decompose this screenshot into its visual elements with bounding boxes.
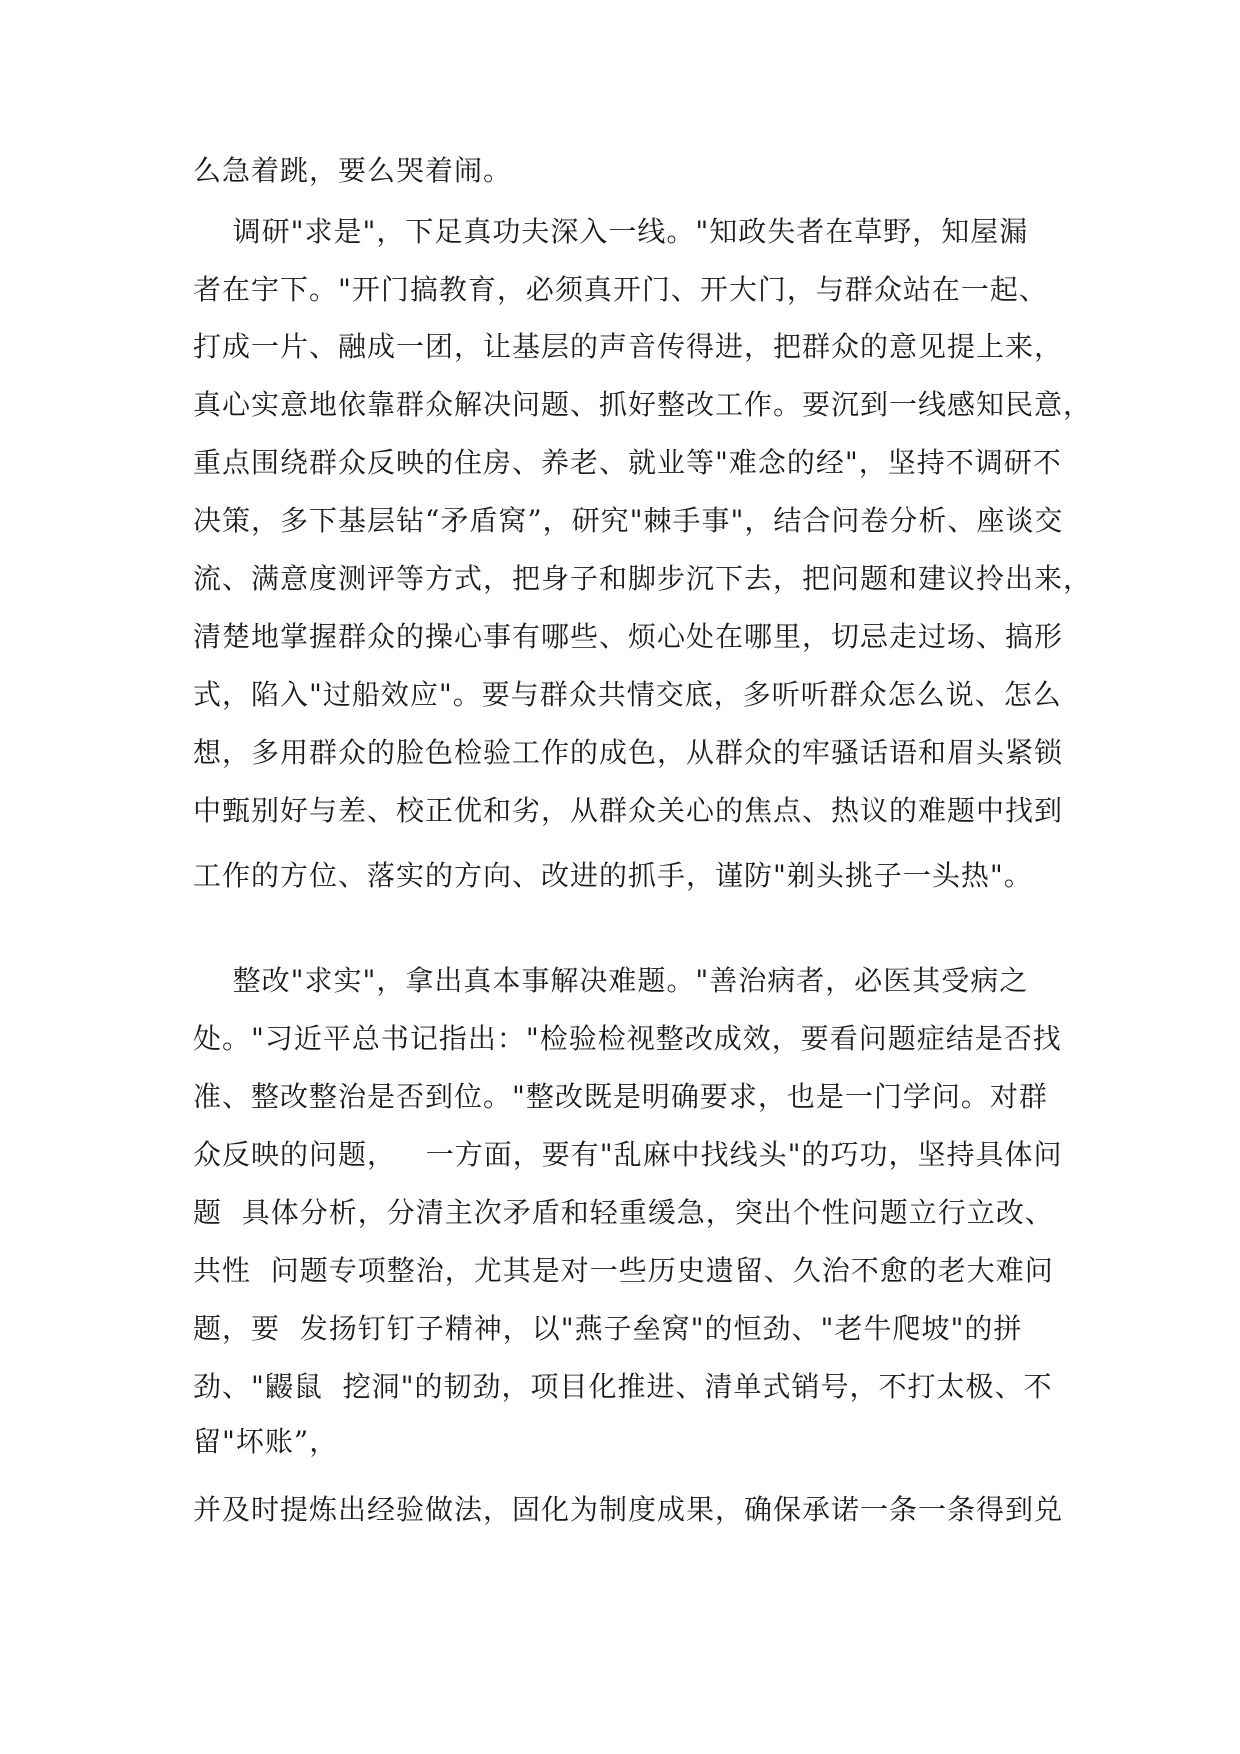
text-line: 决策，多下基层钻“矛盾窝”，研究"棘手事"，结合问卷分析、座谈交 [193,504,1064,537]
text-line: 清楚地掌握群众的操心事有哪些、烦心处在哪里，切忌走过场、搞形 [193,620,1064,653]
text-line: 么急着跳，要么哭着闹。 [193,154,513,187]
text-line: 处。"习近平总书记指出："检验检视整改成效，要看问题症结是否找 [193,1022,1062,1055]
text-line: 共性 问题专项整治，尤其是对一些历史遗留、久治不愈的老大难问 [193,1254,1054,1287]
text-line: 众反映的问题， 一方面，要有"乱麻中找线头"的巧功，坚持具体问 [193,1138,1063,1171]
text-line: 题 具体分析，分清主次矛盾和轻重缓急，突出个性问题立行立改、 [193,1196,1054,1229]
text-line: 并及时提炼出经验做法，固化为制度成果，确保承诺一条一条得到兑 [193,1493,1064,1526]
text-line: 中甄别好与差、校正优和劣，从群众关心的焦点、热议的难题中找到 [193,794,1064,827]
text-line: 留"坏账”， [193,1425,339,1458]
text-line: 工作的方位、落实的方向、改进的抓手，谨防"剃头挑子一头热"。 [193,859,1033,892]
text-line: 式，陷入"过船效应"。要与群众共情交底，多听听群众怎么说、怎么 [193,678,1062,711]
text-line: 真心实意地依靠群众解决问题、抓好整改工作。要沉到一线感知民意， [193,388,1093,421]
text-line: 重点围绕群众反映的住房、养老、就业等"难念的经"，坚持不调研不 [193,446,1062,479]
text-line: 劲、"鼹鼠 挖洞"的韧劲，项目化推进、清单式销号，不打太极、不 [193,1370,1053,1403]
text-line: 调研"求是"，下足真功夫深入一线。"知政失者在草野，知屋漏 [193,215,1029,248]
text-line: 流、满意度测评等方式，把身子和脚步沉下去，把问题和建议拎出来， [193,562,1093,595]
text-line: 打成一片、融成一团，让基层的声音传得进，把群众的意见提上来， [193,330,1064,363]
text-line: 想，多用群众的脸色检验工作的成色，从群众的牢骚话语和眉头紧锁 [193,736,1064,769]
text-line: 者在宇下。"开门搞教育，必须真开门、开大门，与群众站在一起、 [193,273,1048,306]
text-line: 题，要 发扬钉钉子精神，以"燕子垒窝"的恒劲、"老牛爬坡"的拼 [193,1312,1023,1345]
text-line: 整改"求实"，拿出真本事解决难题。"善治病者，必医其受病之 [193,964,1029,997]
text-line: 准、整改整治是否到位。"整改既是明确要求，也是一门学问。对群 [193,1080,1048,1113]
